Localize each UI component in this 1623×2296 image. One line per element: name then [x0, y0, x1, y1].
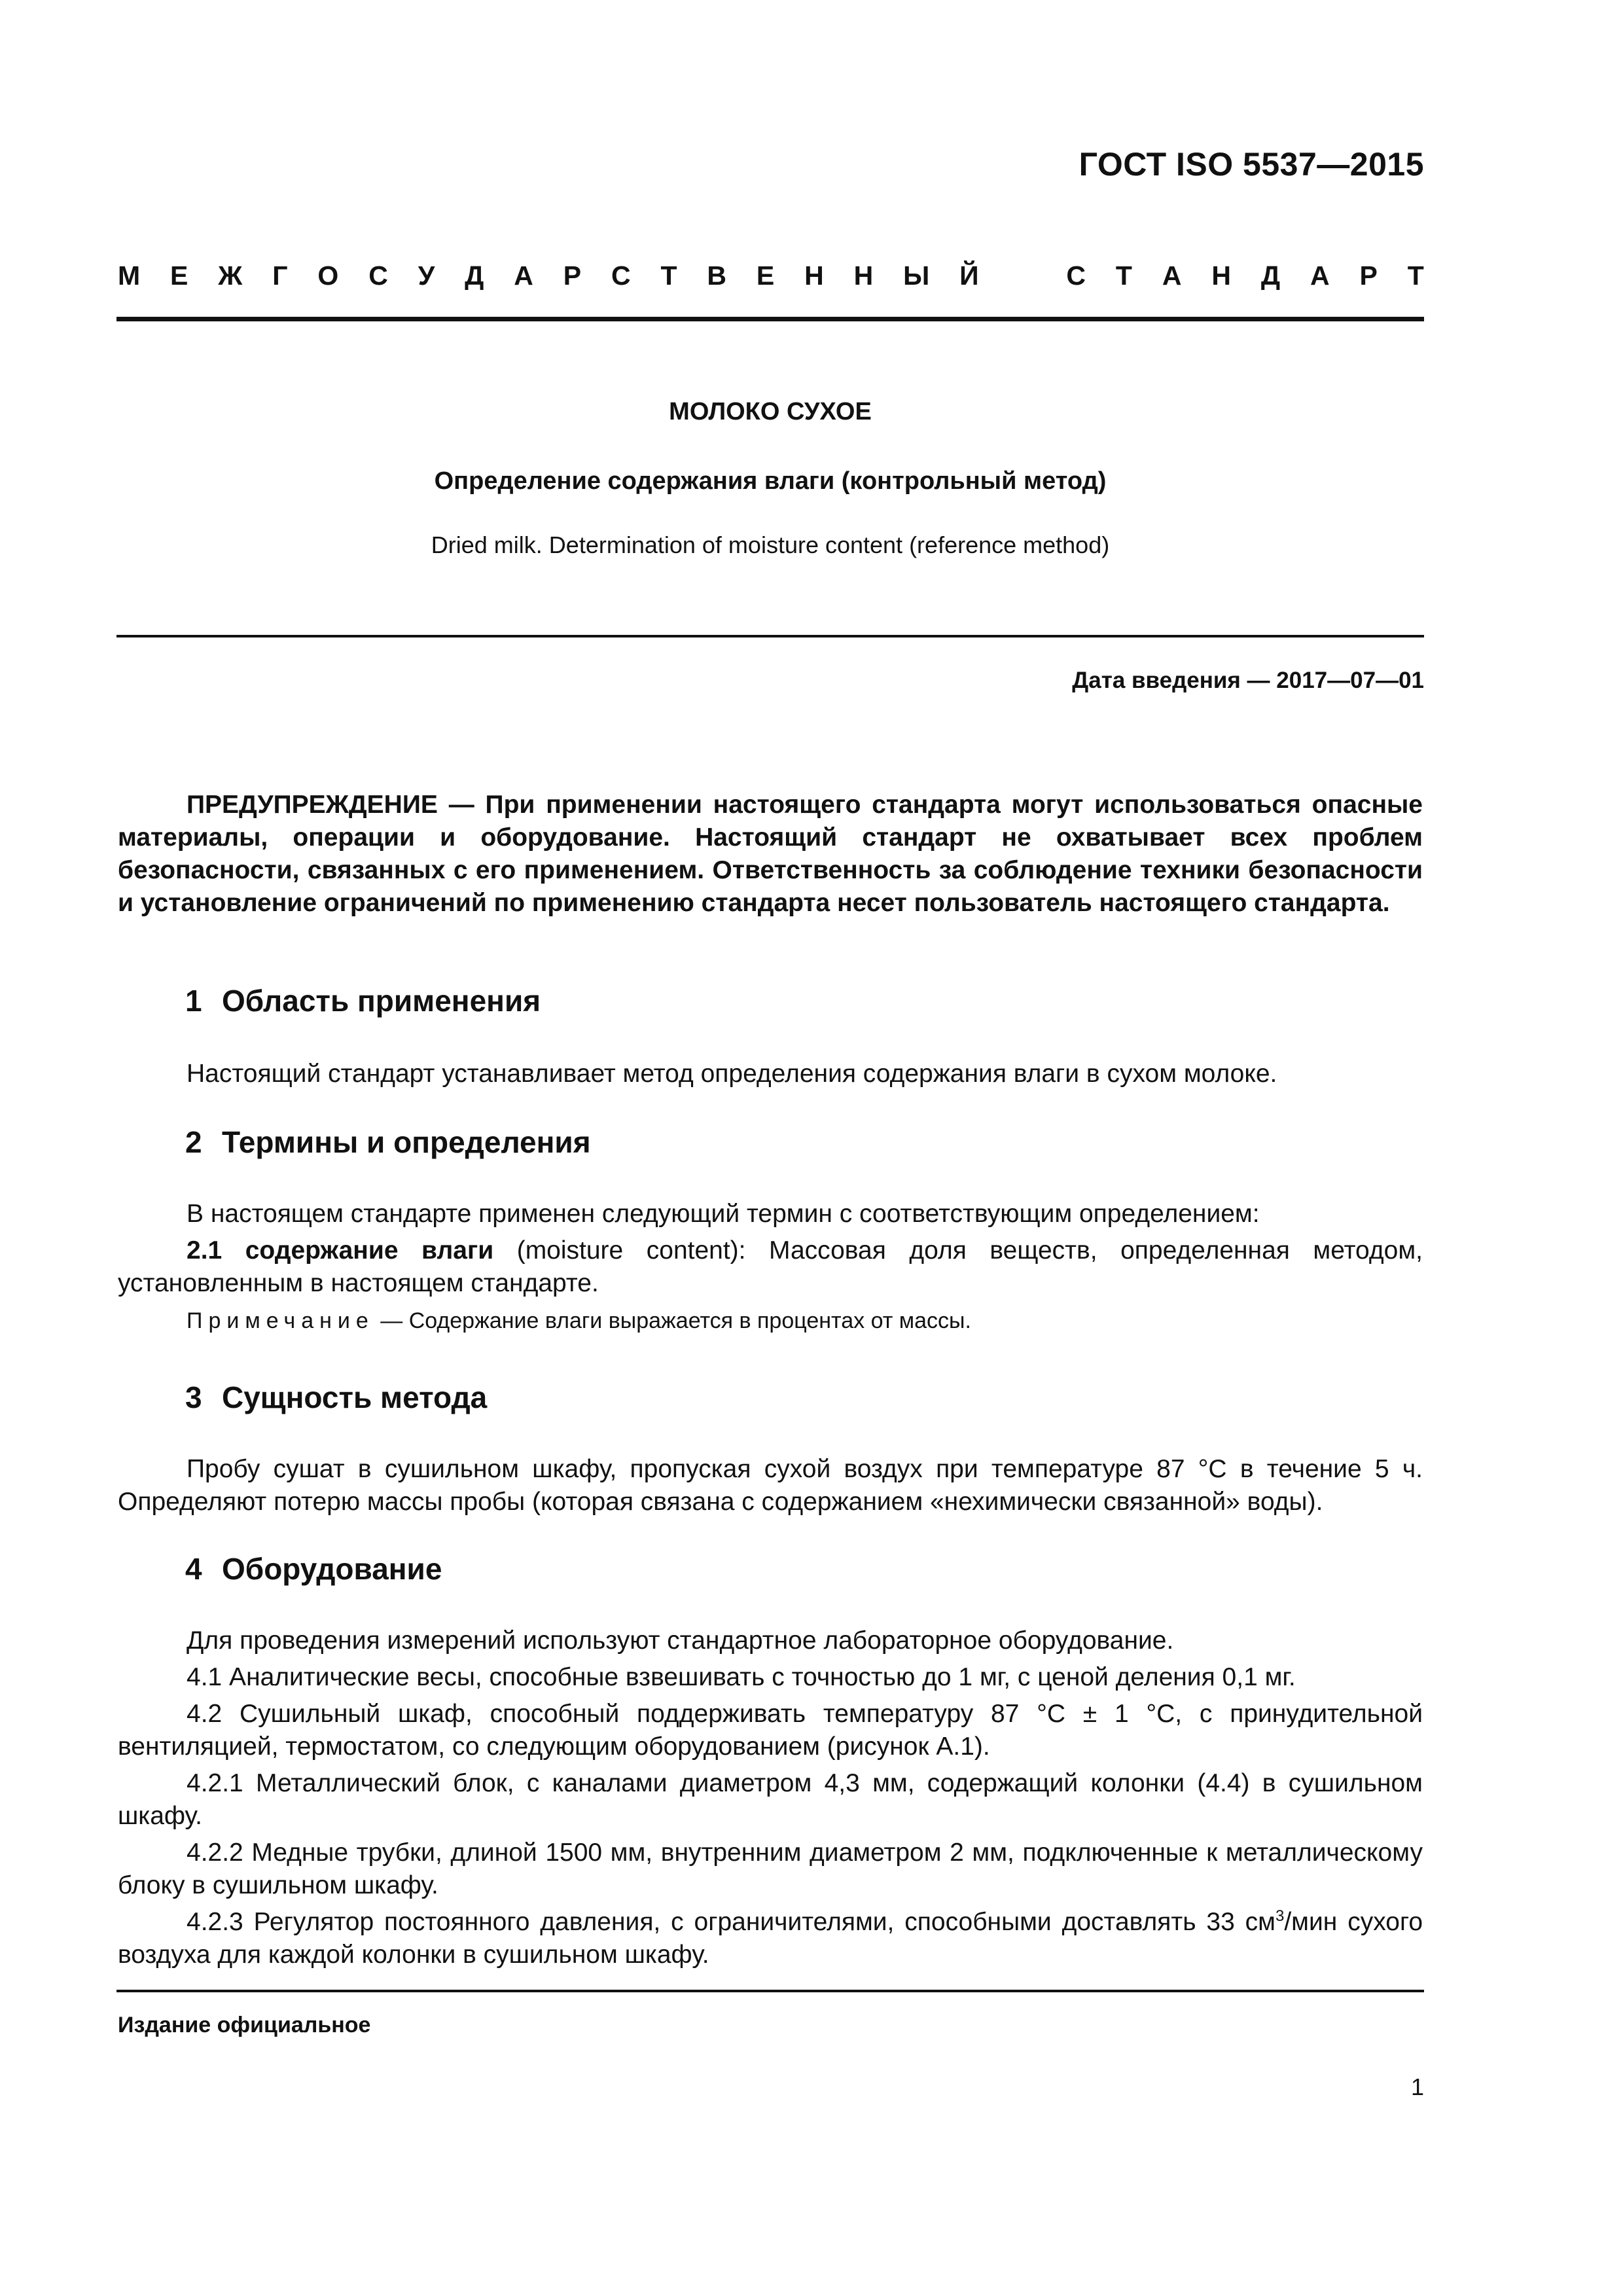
header-rule: [116, 317, 1424, 321]
document-title: МОЛОКО СУХОЕ: [669, 398, 872, 425]
header-letter: Г: [272, 260, 288, 291]
clause-4-2-3-text-b: /мин сухого воздуха для каждой колонки в сушильном шкафу.: [118, 1908, 1423, 1969]
note: [118, 1306, 1423, 1335]
document-number: ГОСТ ISO 5537—2015: [1079, 146, 1424, 183]
section-1-text: Настоящий стандарт устанавливает метод определения содержания влаги в сухом молоке.: [187, 1060, 1277, 1088]
term-definition: [118, 1234, 1423, 1300]
section-2-body: [118, 1198, 1423, 1339]
header-letter: С: [368, 260, 388, 291]
header-letter: Т: [1407, 260, 1424, 291]
clause-4-2-2: 4.2.2 Медные трубки, длиной 1500 мм, внутренним диаметром 2 мм, подключенные к металлическому блоку в сушильном шкафу.: [118, 1839, 1423, 1899]
header-letter: В: [707, 260, 726, 291]
header-letter: А: [514, 260, 533, 291]
term-number: 2.1: [187, 1236, 223, 1265]
section-4-body: [118, 1624, 1423, 1975]
section-2-heading: [185, 1124, 591, 1160]
header-letter: Т: [1115, 260, 1132, 291]
header-letter: Р: [563, 260, 582, 291]
document-subtitle: Определение содержания влаги (контрольный метод): [434, 467, 1107, 495]
section-title: Сущность метода: [222, 1380, 488, 1414]
header-letter: Т: [660, 260, 677, 291]
header-letter: У: [418, 260, 435, 291]
section-number: 1: [185, 984, 202, 1018]
clause-4-2-3-text-a: 4.2.3 Регулятор постоянного давления, с ограничителями, способными доставлять 33 см: [187, 1908, 1275, 1936]
header-letter: Е: [756, 260, 775, 291]
header-letter: С: [1066, 260, 1086, 291]
section-number: 2: [185, 1125, 202, 1159]
footer-rule: [116, 1990, 1424, 1992]
header-letter: Е: [170, 260, 188, 291]
term-name: содержание влаги: [245, 1236, 494, 1265]
note-text: — Содержание влаги выражается в процентах от массы.: [380, 1308, 971, 1333]
section-2-intro: В настоящем стандарте применен следующий термин с соответствующим определением:: [187, 1200, 1260, 1228]
header-letter: М: [118, 260, 141, 291]
header-letter: Н: [853, 260, 874, 291]
header-letter: О: [317, 260, 339, 291]
clause-4-2: 4.2 Сушильный шкаф, способный поддерживать температуру 87 °С ± 1 °С, с принудительной вентиляцией, термостатом, со следующим оборудованием (рисунок А.1).: [118, 1700, 1423, 1761]
title-rule: [116, 635, 1424, 637]
section-1-heading: [185, 983, 541, 1018]
section-number: 4: [185, 1552, 202, 1586]
section-number: 3: [185, 1380, 202, 1414]
term-definition-text: (moisture content): Массовая доля веществ, определенная методом, установленным в настоящем стандарте.: [118, 1236, 1423, 1297]
header-letter: А: [1162, 260, 1182, 291]
header-letter: Д: [1260, 260, 1281, 291]
superscript: 3: [1275, 1907, 1285, 1925]
section-3-text: Пробу сушат в сушильном шкафу, пропуская сухой воздух при температуре 87 °С в течение 5 ч. Определяют потерю массы пробы (которая связана с содержанием «нехимически связанной» воды).: [118, 1455, 1423, 1516]
page-number: 1: [1410, 2073, 1424, 2100]
clause-4-2-1: 4.2.1 Металлический блок, с каналами диаметром 4,3 мм, содержащий колонки (4.4) в сушильном шкафу.: [118, 1769, 1423, 1830]
section-title: Термины и определения: [222, 1125, 591, 1159]
section-title: Область применения: [222, 984, 541, 1018]
header-letter: Р: [1359, 260, 1378, 291]
section-3-heading: [185, 1380, 487, 1415]
header-letter: Ж: [218, 260, 243, 291]
section-4-heading: [185, 1551, 442, 1587]
header-letter: Ы: [903, 260, 930, 291]
document-title-english: Dried milk. Determination of moisture content (reference method): [431, 531, 1110, 558]
note-label: Примечание: [187, 1308, 374, 1333]
header-letter: Д: [465, 260, 484, 291]
introduction-date: Дата введения — 2017—07—01: [1072, 668, 1424, 693]
section-title: Оборудование: [222, 1552, 442, 1586]
section-4-intro: Для проведения измерений используют стандартное лабораторное оборудование.: [187, 1626, 1174, 1655]
warning-paragraph: ПРЕДУПРЕЖДЕНИЕ — При применении настоящего стандарта могут использоваться опасные материалы, операции и оборудование. Настоящий стандарт не охватывает всех проблем безопасности, связанных с его применением. Ответственность за соблюдение техники безопасности и установление ограничений по применению стандарта несет пользователь настоящего стандарта.: [118, 791, 1423, 917]
official-edition-label: Издание официальное: [118, 2013, 371, 2037]
header-letter: А: [1310, 260, 1330, 291]
header-letter: Й: [959, 260, 979, 291]
header-letter: С: [611, 260, 631, 291]
header-letter: Н: [1211, 260, 1231, 291]
standard-type-header: [118, 257, 1424, 294]
clause-4-1: 4.1 Аналитические весы, способные взвешивать с точностью до 1 мг, с ценой деления 0,1 мг.: [187, 1663, 1296, 1691]
clause-4-2-3: [118, 1906, 1423, 1971]
header-letter: Н: [804, 260, 824, 291]
